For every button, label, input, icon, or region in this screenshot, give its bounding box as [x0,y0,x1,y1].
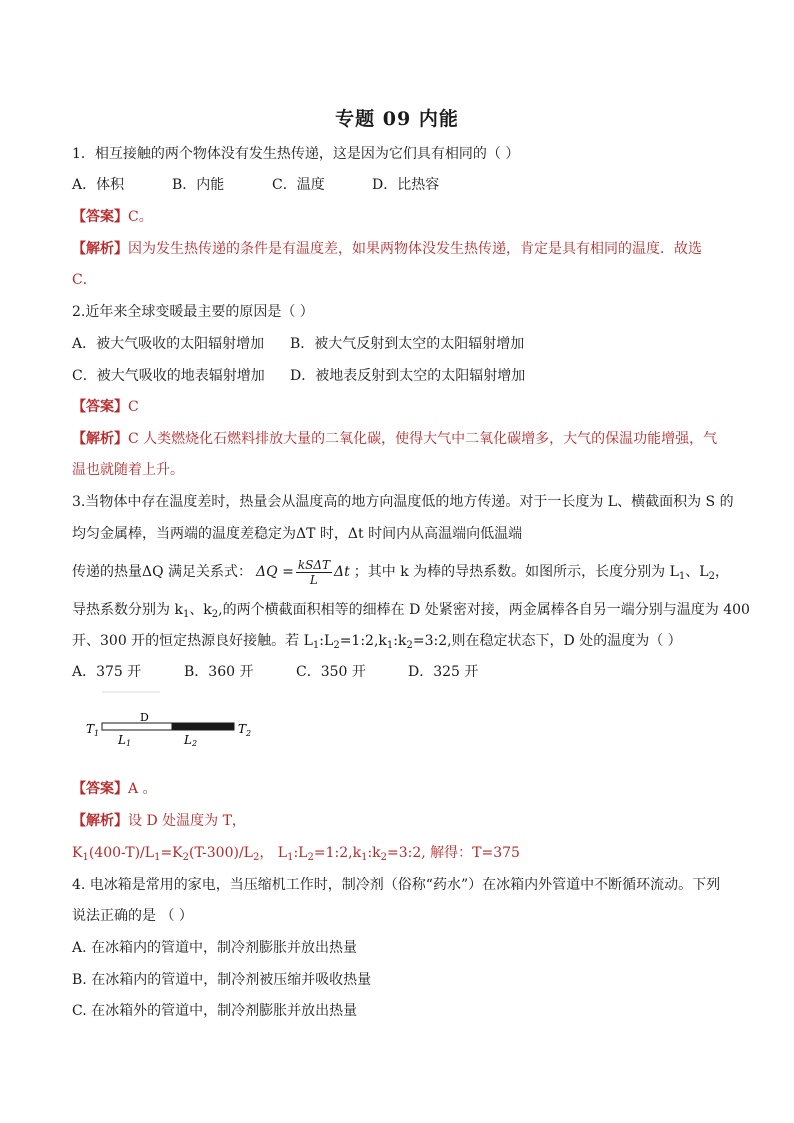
q2-answer-value: C [128,399,139,415]
subscript: 1 [386,640,394,651]
q4-option-c: C. 在冰箱外的管道中，制冷剂膨胀并放出热量 [72,1003,358,1019]
q2-analysis [72,429,717,449]
q4-option-b: B. 在冰箱内的管道中，制冷剂被压缩并吸收热量 [72,972,372,988]
calc-text: =3:2, 解得：T=375 [387,845,520,861]
label-t2: $T_2$ [238,722,252,738]
formula-tail: Δt [334,564,350,580]
subscript: 1 [312,640,320,651]
q3-options [72,662,478,682]
q3-stem-text: 传递的热量ΔQ 满足关系式： [72,564,253,580]
analysis-tag: 【解析】 [72,431,128,447]
q3-stem-text: ,的两个横截面积相等的细棒在 D 处紧密对接，两金属棒各自另一端分别与温度为 400 [218,602,750,618]
q3-stem-line5 [72,631,682,656]
calc-text: :k [367,845,381,861]
answer-tag: 【答案】 [72,399,128,415]
q3-stem-line1: 3.当物体中存在温度差时，热量会从温度高的地方向温度低的地方传递。对于一长度为 L、横截面积为 S 的 [72,494,734,510]
q3-stem-text: :k [393,633,407,649]
formula-denominator: L [309,572,318,587]
q3-option-d: D．325 开 [408,664,479,680]
subscript: 2 [406,640,413,651]
q2-answer [72,397,139,417]
q3-calculation [72,843,520,868]
heat-formula [256,555,350,589]
subscript: 1 [154,852,161,863]
calc-text: =1:2,k [313,845,362,861]
subscript: 2 [380,852,388,863]
q3-stem-text: ， [714,564,729,580]
page-title: 专题 09 内能 [335,108,459,130]
q3-option-c: C．350 开 [296,664,366,680]
label-t1: $T_1$ [86,722,100,738]
q3-stem-line3 [72,555,729,594]
q2-options-row2 [72,366,525,386]
q1-answer-value: C。 [128,209,153,225]
q2-analysis-cont: 温也就随着上升。 [72,462,184,478]
q1-answer [72,207,153,227]
subscript: 1 [361,852,368,863]
q3-option-b: B．360 开 [184,664,254,680]
subscript: 1 [182,609,190,620]
q3-stem-text: =3:2,则在稳定状态下，D 处的温度为（ ） [412,633,682,649]
calc-text: (T-300)/L [189,845,253,861]
q3-answer-value: A 。 [128,781,157,797]
answer-tag: 【答案】 [72,209,128,225]
subscript: 2 [252,852,260,863]
q2-analysis-text: C 人类燃烧化石燃料排放大量的二氧化碳，使得大气中二氧化碳增多，大气的保温功能增强，气 [128,431,718,447]
subscript: 2 [708,571,715,582]
calc-text: :L [293,845,308,861]
q3-stem-text: 、L [685,564,709,580]
subscript: 2 [333,640,340,651]
label-l1: L1 [118,733,132,746]
q3-stem-text: 导热系数分别为 k [72,602,183,618]
q3-stem-line4 [72,600,750,625]
calc-text: =K [160,845,183,861]
q1-option-c: C．温度 [272,177,325,193]
formula-fraction [296,558,332,587]
q2-stem: 2.近年来全球变暖最主要的原因是（ ） [72,304,314,320]
subscript: 2 [182,852,190,863]
label-l2: L2 [184,733,198,746]
q1-analysis-cont: C． [72,272,97,288]
rod-diagram [72,690,272,746]
subscript: 2 [211,609,219,620]
q1-analysis [72,239,702,259]
calc-text: ， L [259,845,288,861]
q3-stem-text: ；其中 k 为棒的导热系数。如图所示，长度分别为 L [353,564,679,580]
q4-option-a: A. 在冰箱内的管道中，制冷剂膨胀并放出热量 [72,940,358,956]
q3-stem-line2: 均匀金属棒，当两端的温度差稳定为ΔT 时，Δt 时间内从高温端向低温端 [72,526,523,542]
q2-option-c: C．被大气吸收的地表辐射增加 [72,368,265,384]
answer-tag: 【答案】 [72,781,128,797]
subscript: 1 [287,852,294,863]
calc-text: K [72,845,83,861]
q1-options [72,175,439,195]
q3-analysis [72,811,246,831]
q3-stem-text: 开、300 开的恒定热源良好接触。若 L [72,633,313,649]
q2-options-row1 [72,334,524,354]
formula-lhs: ΔQ = [256,564,294,580]
analysis-tag: 【解析】 [72,241,128,257]
q4-stem-line1: 4. 电冰箱是常用的家电，当压缩机工作时，制冷剂（俗称“药水”）在冰箱内外管道中不断循环流动。下列 [72,877,721,893]
subscript: 1 [678,571,686,582]
q2-option-b: B．被大气反射到太空的太阳辐射增加 [290,336,525,352]
q3-stem-text: 、k [189,602,212,618]
q4-stem-line2: 说法正确的是 （ ） [72,908,193,924]
rod-l1 [102,723,172,730]
subscript: 1 [82,852,89,863]
q1-option-b: B．内能 [172,177,225,193]
q3-stem-text: =1:2,k [339,633,387,649]
q3-analysis-text: 设 D 处温度为 T， [128,813,246,829]
q3-answer [72,779,157,799]
q1-option-a: A．体积 [72,177,125,193]
calc-text: (400-T)/L [88,845,155,861]
rod-l2 [172,723,234,730]
q2-option-a: A．被大气吸收的太阳辐射增加 [72,336,265,352]
q2-option-d: D．被地表反射到太空的太阳辐射增加 [290,368,526,384]
q3-option-a: A．375 开 [72,664,142,680]
q1-option-d: D．比热容 [372,177,440,193]
analysis-tag: 【解析】 [72,813,128,829]
label-d: D [140,711,149,724]
q1-analysis-text: 因为发生热传递的条件是有温度差，如果两物体没发生热传递，肯定是具有相同的温度．故选 [128,241,702,257]
q1-stem: 1．相互接触的两个物体没有发生热传递，这是因为它们具有相同的（ ） [72,146,520,162]
q3-stem-text: :L [319,633,334,649]
formula-numerator: kSΔT [297,557,330,572]
subscript: 2 [307,852,314,863]
